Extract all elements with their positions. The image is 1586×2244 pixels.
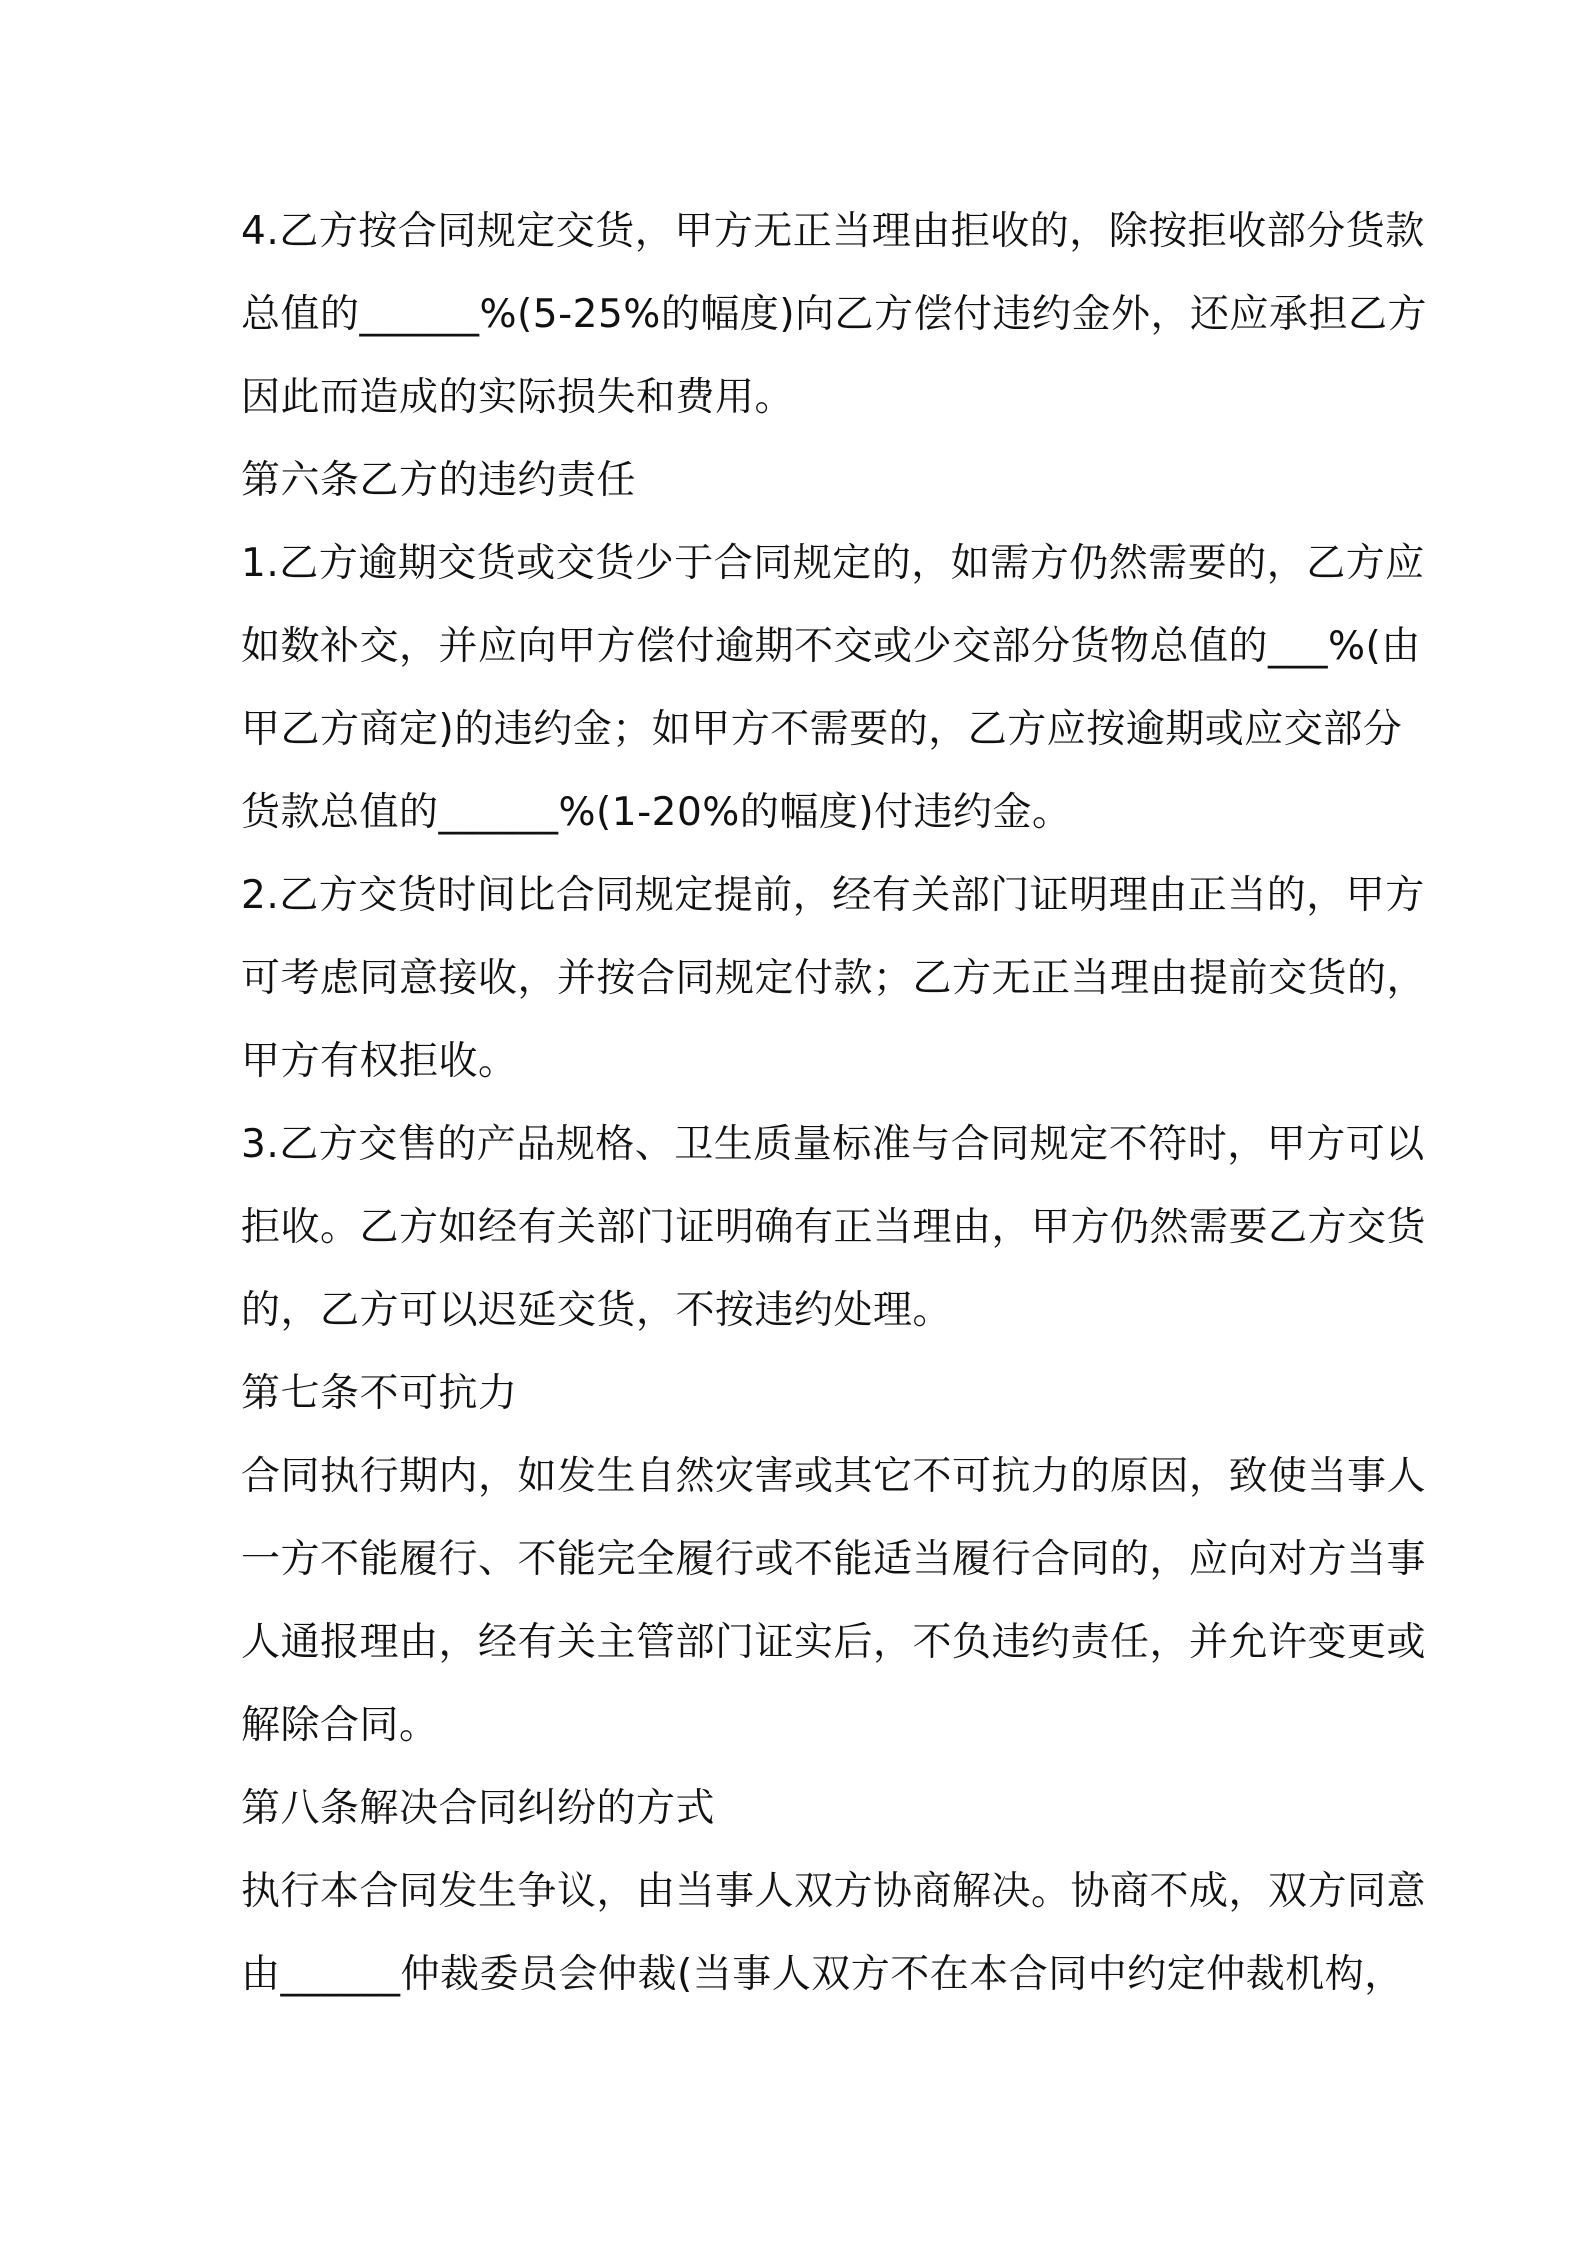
text-line: 1.乙方逾期交货或交货少于合同规定的，如需方仍然需要的，乙方应	[241, 541, 1425, 586]
section-heading: 第六条乙方的违约责任	[241, 458, 637, 503]
document-body	[241, 190, 1428, 2016]
text-line: 一方不能履行、不能完全履行或不能适当履行合同的，应向对方当事	[241, 1537, 1427, 1582]
text-line: 拒收。乙方如经有关部门证明确有正当理由，甲方仍然需要乙方交货	[241, 1205, 1427, 1250]
section-heading: 第八条解决合同纠纷的方式	[241, 1786, 716, 1831]
text-line: 因此而造成的实际损失和费用。	[241, 375, 795, 420]
text-line: 如数补交，并应向甲方偿付逾期不交或少交部分货物总值的___%(由	[241, 624, 1421, 669]
text-line: 4.乙方按合同规定交货，甲方无正当理由拒收的，除按拒收部分货款	[241, 209, 1425, 254]
text-line: 合同执行期内，如发生自然灾害或其它不可抗力的原因，致使当事人	[241, 1454, 1427, 1499]
text-line: 可考虑同意接收，并按合同规定付款；乙方无正当理由提前交货的，	[241, 956, 1427, 1001]
text-line: 总值的______%(5-25%的幅度)向乙方偿付违约金外，还应承担乙方	[241, 292, 1428, 337]
text-line: 货款总值的______%(1-20%的幅度)付违约金。	[241, 790, 1072, 835]
text-line: 由______仲裁委员会仲裁(当事人双方不在本合同中约定仲裁机构，	[241, 1952, 1404, 1997]
text-line: 甲乙方商定)的违约金；如甲方不需要的，乙方应按逾期或应交部分	[241, 707, 1403, 752]
text-line: 人通报理由，经有关主管部门证实后，不负违约责任，并允许变更或	[241, 1620, 1427, 1665]
text-line: 3.乙方交售的产品规格、卫生质量标准与合同规定不符时，甲方可以	[241, 1122, 1425, 1167]
section-heading: 第七条不可抗力	[241, 1371, 518, 1416]
text-line: 甲方有权拒收。	[241, 1039, 518, 1084]
text-line: 的，乙方可以迟延交货，不按违约处理。	[241, 1288, 953, 1333]
text-line: 2.乙方交货时间比合同规定提前，经有关部门证明理由正当的，甲方	[241, 873, 1425, 918]
text-line: 解除合同。	[241, 1703, 439, 1748]
text-line: 执行本合同发生争议，由当事人双方协商解决。协商不成，双方同意	[241, 1869, 1427, 1914]
